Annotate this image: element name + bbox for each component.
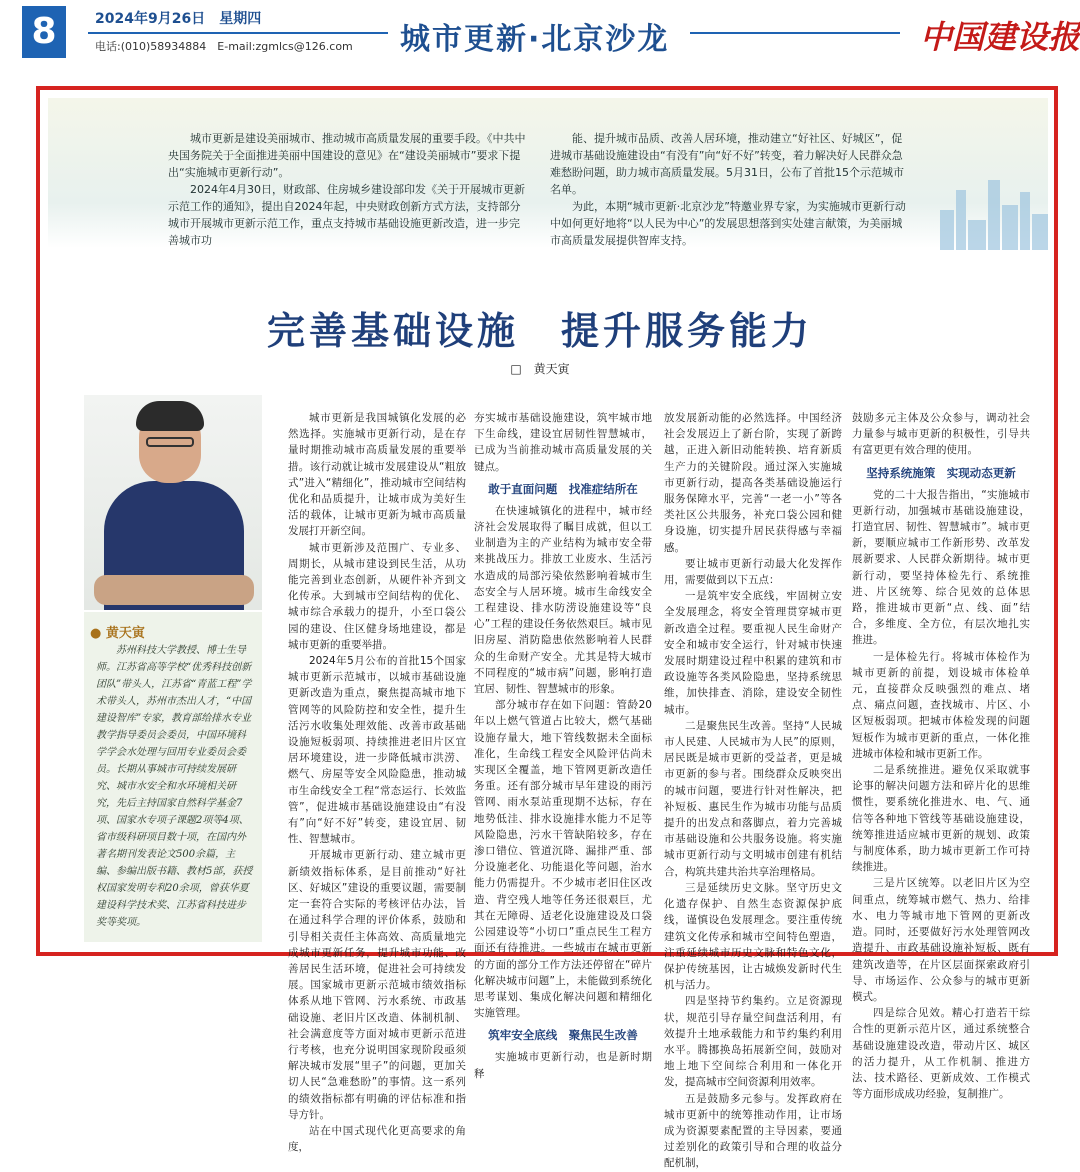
article-column-2 [474, 410, 652, 1082]
author-photo [84, 395, 262, 610]
intro-paragraph: 城市更新是建设美丽城市、推动城市高质量发展的重要手段。《中共中央国务院关于全面推进美丽中国建设的意见》在“建设美丽城市”要求下提出“实施城市更新行动”。 [168, 132, 526, 179]
article-headline: 完善基础设施 提升服务能力 [266, 309, 813, 353]
paragraph: 三是片区统筹。以老旧片区为空间重点，统筹城市燃气、热力、给排水、电力等城市地下管网的更新改造。同时，还要做好污水处理管网改造提升、市政基础设施补短板、既有建筑改造等，在片区层面探索政府引导、市场运作、公众参与的城市更新模式。 [852, 877, 1030, 1003]
masthead-rule-right [690, 32, 900, 34]
newspaper-logo: 中国建设报 [920, 18, 1080, 56]
paragraph: 开展城市更新行动、建立城市更新绩效指标体系，是目前推动“好社区、好城区”建设的重要议题，需要制定一套符合实际的考核评估办法，旨在通过科学合理的评价体系，鼓励和引导相关责任主体高效、高质量地完成城市更新任务，提升城市功能、改善居民生活环境，促进社会可持续发展。国家城市更新示范城市绩效指标体系从地下管网、污水系统、市政基础设施、老旧片区改造、体制机制、社会满意度等方面对城市更新示范进行考核，也充分说明国家现阶段亟须解决城市发展“里子”的问题，更加关切人民“急难愁盼”的事情。这一系列的绩效指标都有明确的评估标准和指导方针。 [288, 849, 466, 1121]
article-column-1 [288, 410, 466, 1155]
article-column-3 [664, 410, 842, 1172]
paragraph: 城市更新涉及范围广、专业多、周期长，从城市建设到民生活，从功能完善到业态创新，从硬件补齐到文化传承。大到城市空间结构的优化、城市综合承载力的提升，小至口袋公园的建设、住区健身场地建设，都是城市更新的重要举措。 [288, 541, 466, 651]
paragraph: 要让城市更新行动最大化发挥作用，需要做到以下五点： [664, 557, 842, 587]
intro-left-column [168, 130, 528, 249]
intro-paragraph: 2024年4月30日，财政部、住房城乡建设部印发《关于开展城市更新示范工作的通知》，提出自2024年起，中央财政创新方式方法，支持部分城市开展城市更新示范工作，重点支持城市基础设施更新改造，进一步完善城市功 [168, 183, 525, 247]
paragraph: 四是坚持节约集约。立足资源现状，规范引导存量空间盘活利用，有效提升土地承载能力和节约集约利用水平。腾挪换岛拓展新空间，鼓励对地上地下空间综合利用和一体化开发，提高城市空间资源利用效率。 [664, 995, 842, 1089]
paragraph: 二是聚焦民生改善。坚持“人民城市人民建、人民城市为人民”的原则，居民既是城市更新的受益者，更是城市更新的参与者。围绕群众反映突出的城市问题，要进行针对性解决，把补短板、惠民生作为城市功能与品质提升的出发点和落脚点，着力完善城市基础设施和公共服务设施。将实施城市更新行动与文明城市创建有机结合，构筑共建共治共享治理格局。 [664, 719, 842, 878]
paragraph: 实施城市更新行动，也是新时期释 [474, 1051, 652, 1080]
subheading: 坚持系统施策 实现动态更新 [866, 465, 1016, 480]
contact-info: 电话:(010)58934884 E-mail:zgmlcs@126.com [95, 40, 353, 53]
article-column-4 [852, 410, 1030, 1102]
paragraph: 一是体检先行。将城市体检作为城市更新的前提，划设城市体检单元，直接群众反映强烈的难点、堵点、痛点问题，查找城市、片区、小区短板弱项。把城市体检发现的问题短板作为城市更新的重点，一体化推进城市体检和城市更新工作。 [852, 650, 1030, 760]
paragraph: 四是综合见效。精心打造若干综合性的更新示范片区，通过系统整合基础设施建设改造，带动片区、城区的活力提升，从工作机制、推进方法、技术路径、更新成效、工作模式等方面形成成功经验，复制推广。 [852, 1007, 1030, 1101]
paragraph: 2024年5月公布的首批15个国家城市更新示范城市，以城市基础设施更新改造为重点，聚焦提高城市地下管网等的风险防控和安全性，提升生活污水收集处理效能、改善市政基础设施短板弱项、持续推进老旧片区宜居环境建设，进一步降低城市洪涝、燃气、房屋等安全风险隐患，推动城市生命线安全工程“常态运行、长效监管”，促进城市基础设施建设由“有没有”向“好不好”转变，建设宜居、韧性、智慧城市。 [288, 655, 466, 846]
author-bio: 苏州科技大学教授、博士生导师。江苏省高等学校“优秀科技创新团队”带头人，江苏省“青蓝工程”学术带头人，苏州市杰出人才，“中国建设智库”专家，教育部给排水专业教学指导委员会委员，中国环境科学学会水处理与回用专业委员会委员。长期从事城市可持续发展研究、城市水安全和水环境相关研究，先后主持国家自然科学基金7项、国家水专项子课题2项等4项、省市级科研项目数十项，在国内外著名期刊发表论文500余篇，主编、参编出版书籍、教材5部，获授权国家发明专利20余项，曾获华夏建设科学技术奖、江苏省科技进步奖等奖项。 [96, 645, 253, 928]
subheading: 筑牢安全底线 聚焦民生改善 [488, 1028, 638, 1043]
paragraph: 二是系统推进。避免仅采取就事论事的解决问题方法和碎片化的思维惯性，要系统化推进水、电、气、通信等各种地下管线等基础设施建设，统筹推进适应城市更新的规划、政策与制度体系，助力城市更新工作可持续推进。 [852, 764, 1030, 874]
intro-paragraph: 为此，本期“城市更新·北京沙龙”特邀业界专家，为实施城市更新行动中如何更好地将“以人民为中心”的发展思想落到实处建言献策，为美丽城市高质量发展提供智库支持。 [550, 200, 906, 247]
paragraph: 部分城市存在如下问题：管龄20年以上燃气管道占比较大，燃气基础设施存量大，地下管线数据未全面标准化，生命线工程安全风险评估尚未实现区全覆盖，地下管网更新改造任务重。还有部分城市早年建设的雨污管网、雨水泵站重现期不达标，存在地势低洼、排水设施排水能力不足等风险隐患，污水干管缺陷较多，存在渗口错位、管道沉降、漏排严重、部分设施老化、功能退化等问题，治水能力仍需提升。不少城市老旧住区改造、背空残人地等任务还很艰巨，尤其在无障碍、适老化设施建设及口袋公园建设等“小切口”重点民生工程方面还有待推进。一些城市在城市更新的方面的部分工作方法还停留在“碎片化解决城市问题”上，未能做到系统化思考谋划、集成化解决问题和精细化实施管理。 [474, 699, 652, 1020]
masthead-rule-left [88, 32, 388, 34]
issue-date: 2024年9月26日 星期四 [95, 11, 262, 27]
paragraph: 城市更新是我国城镇化发展的必然选择。实施城市更新行动，是在存量时期推动城市高质量发展的重要举措。该行动就让城市发展建设从“粗放式”进入“精细化”，推动城市空间结构优化和品质提升，让城市成为美好生活的载体，让城市更新为城市高质量发展打开新空间。 [288, 412, 466, 538]
paragraph: 放发展新动能的必然选择。中国经济社会发展迈上了新台阶，实现了新跨越，正进入新旧动能转换、培育新质生产力的关键阶段。通过深入实施城市更新行动，提高各类基础设施运行服务保障水平，完善“一老一小”等各类社区公共服务，补充口袋公园和健身设施，切实提升居民获得感与幸福感。 [664, 412, 842, 554]
masthead [0, 0, 1080, 70]
article-byline: □ 黄天寅 [510, 362, 570, 376]
subheading: 敢于直面问题 找准症结所在 [488, 481, 638, 496]
paragraph: 鼓励多元主体及公众参与，调动社会力量参与城市更新的积极性，引导共有富更更有效合理的使用。 [852, 412, 1030, 457]
paragraph: 夯实城市基础设施建设，筑牢城市地下生命线，建设宜居韧性智慧城市，已成为当前推动城市高质量发展的关键点。 [474, 412, 652, 473]
paragraph: 在快速城镇化的进程中，城市经济社会发展取得了瞩目成就，但以工业制造为主的产业结构为城市安全带来挑战压力。排放工业废水、生活污水造成的局部污染依然影响着城市生态安全与人居环境。城市生命线安全工程建设、排水防涝设施建设等“良心”工程的建设任务依然艰巨。城市见旧房屋、消防隐患依然影响着人民群众的生命财产安全。尤其是特大城市不同程度的“城市病”问题，影响打造宜居、韧性、智慧城市的形象。 [474, 504, 652, 696]
paragraph: 站在中国式现代化更高要求的角度， [288, 1124, 466, 1154]
skyline-illustration [940, 170, 1050, 250]
intro-right-column [550, 130, 910, 249]
section-title: 城市更新·北京沙龙 [400, 22, 670, 57]
author-name: ● 黄天寅 [90, 626, 145, 641]
paragraph: 三是延续历史文脉。坚守历史文化遗存保护、自然生态资源保护底线，谨慎设色发展理念。要注重传统建筑文化传承和城市空间特色塑造，注重延续城市历史文脉和特色文化，保护传统基因，让古城焕发新时代生机与活力。 [664, 881, 842, 992]
paragraph: 五是鼓励多元参与。发挥政府在城市更新中的统筹推动作用，让市场成为资源要素配置的主导因素，要通过差别化的政策引导和合理的收益分配机制， [664, 1092, 842, 1170]
paragraph: 党的二十大报告指出，“实施城市更新行动，加强城市基础设施建设，打造宜居、韧性、智慧城市”。城市更新，要顺应城市工作新形势、改革发展新要求、人民群众新期待。城市更新行动，要坚持体检先行、系统推进、片区统筹、综合见效的总体思路，推进城市更新“点、线、面”结合，多维度、全方位，有层次地扎实推进。 [852, 488, 1030, 647]
intro-paragraph: 能、提升城市品质、改善人居环境，推动建立“好社区、好城区”，促进城市基础设施建设由“有没有”向“好不好”转变，着力解决好人民群众急难愁盼问题，助力城市高质量发展。5月31日，公布了首批15个示范城市名单。 [550, 132, 904, 196]
page-number: 8 [22, 6, 66, 58]
paragraph: 一是筑牢安全底线，牢固树立安全发展理念，将安全管理贯穿城市更新改造全过程。要重视人民生命财产安全和城市安全运行，针对城市快速发展时期建设过程中积累的建筑和市政设施等各类风险隐患，坚持系统思维，加快排查、消除，建设安全韧性城市。 [664, 590, 842, 716]
